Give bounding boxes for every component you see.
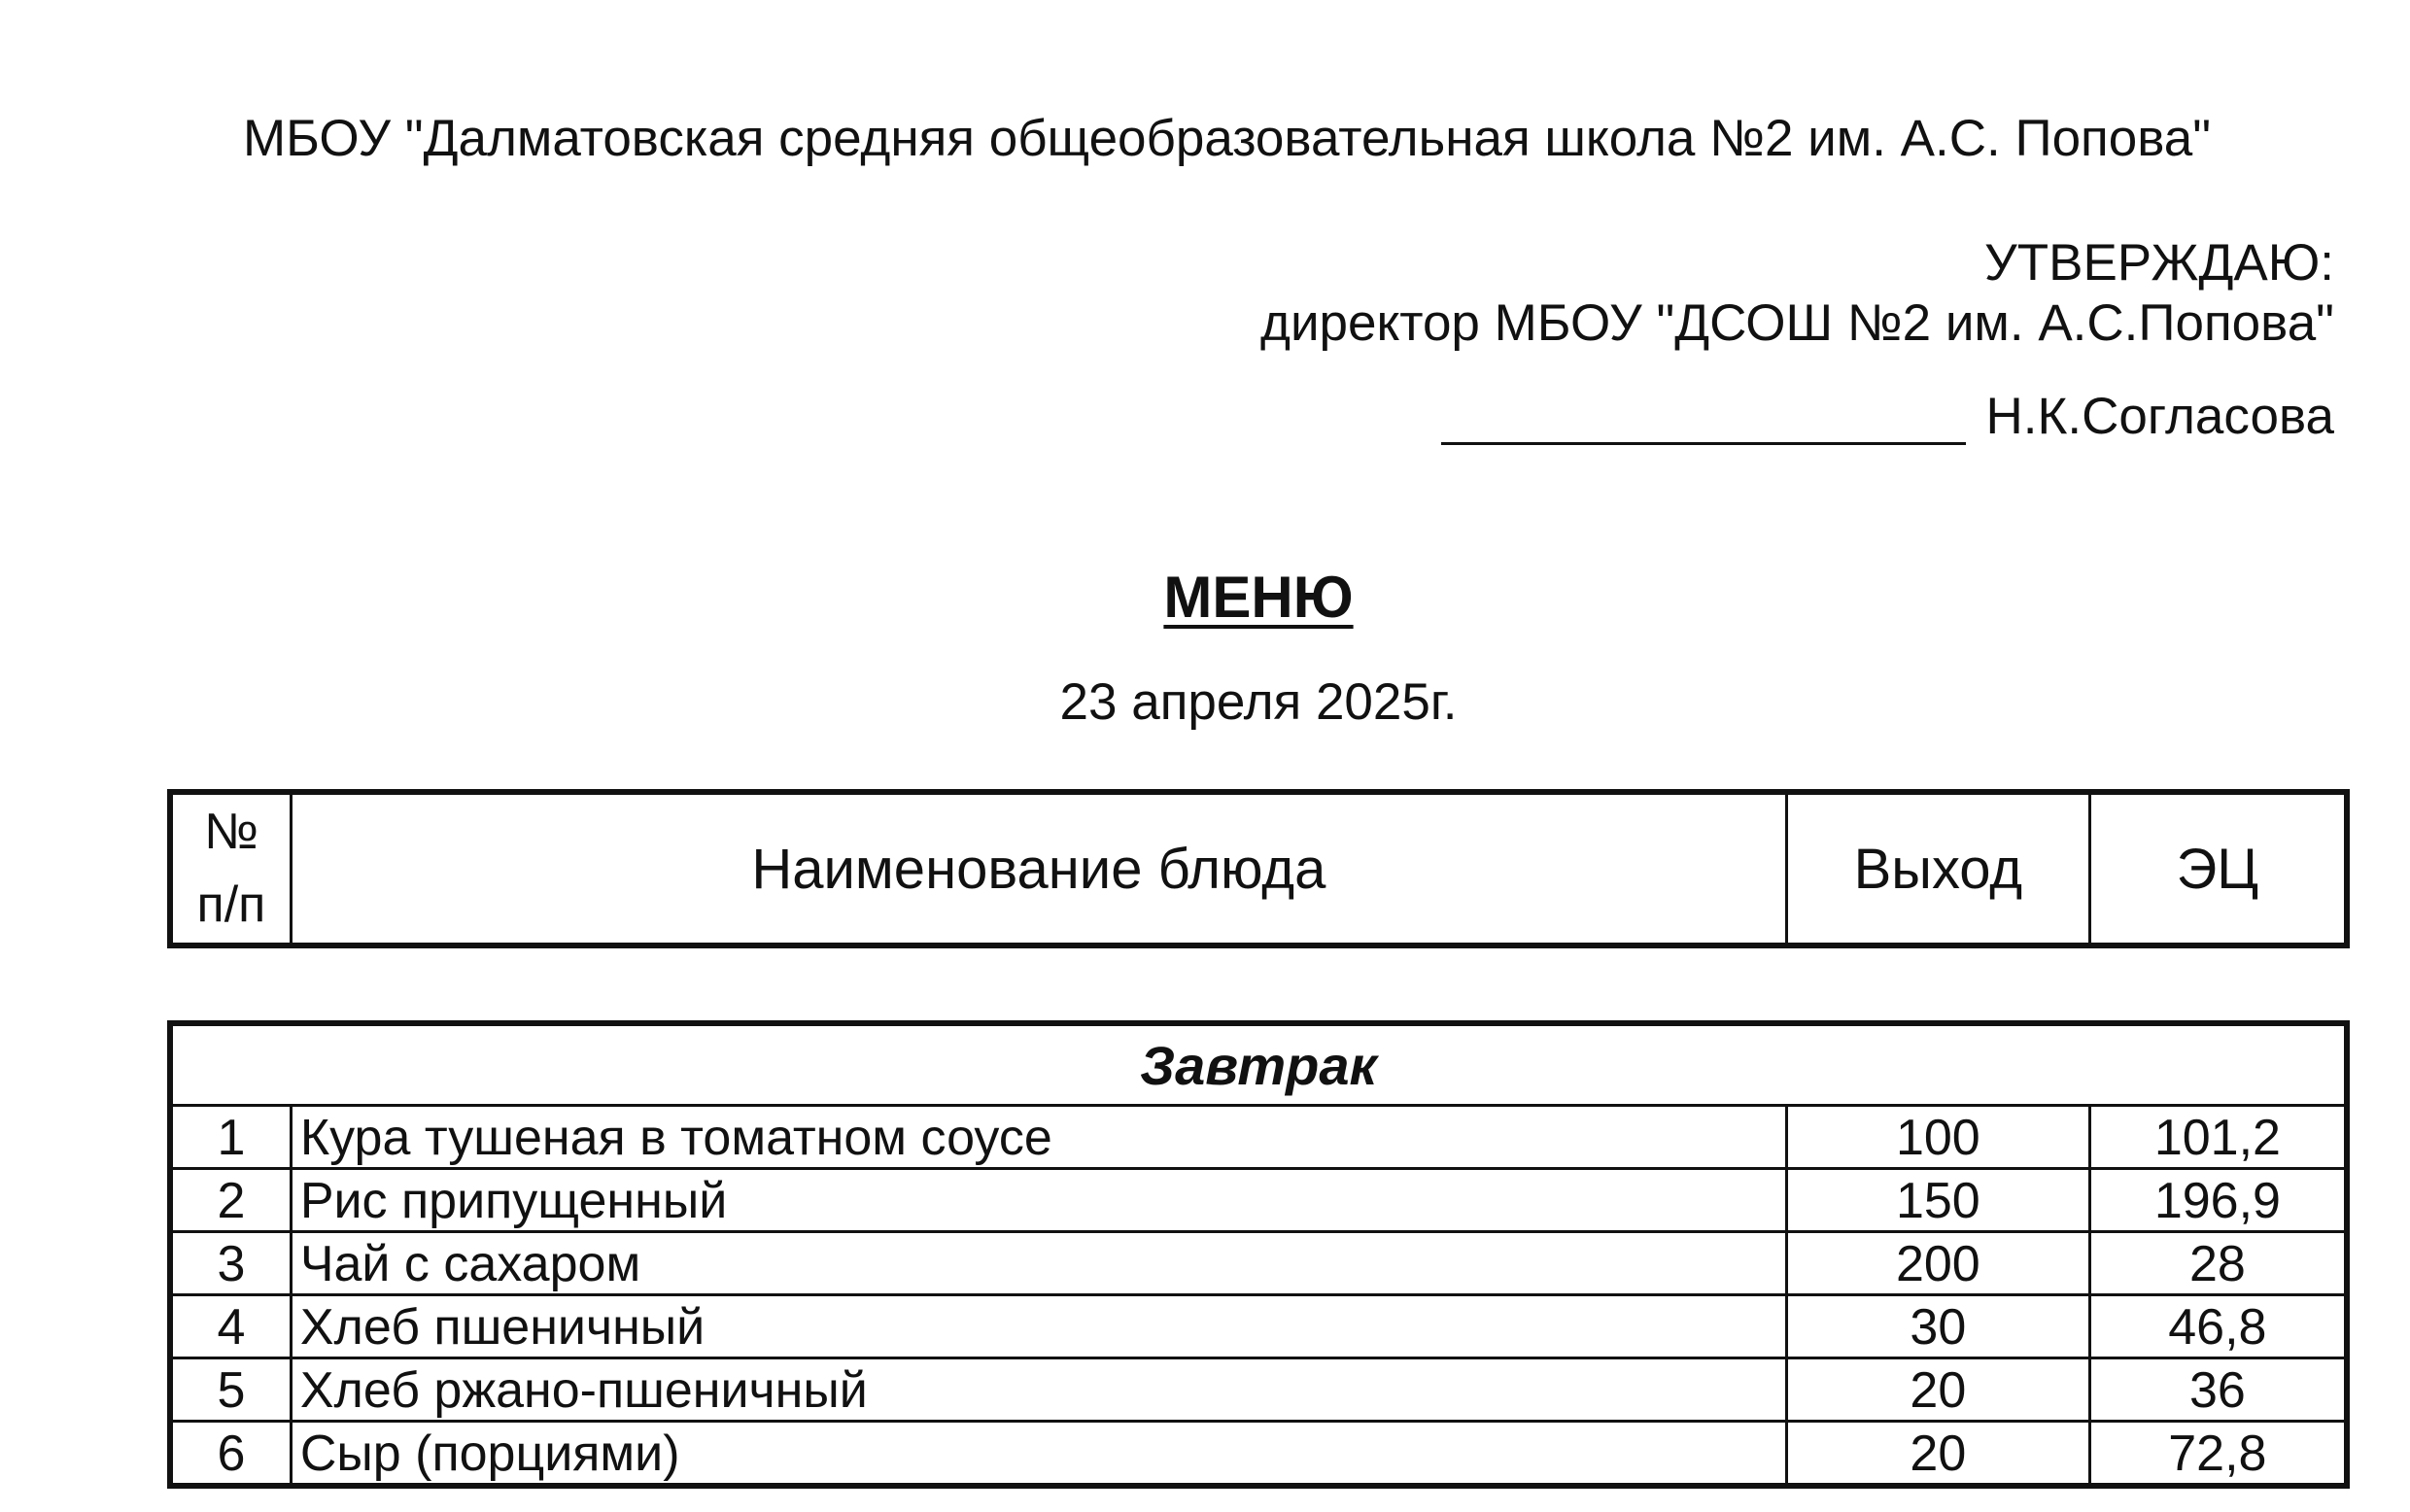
- row-number: 2: [170, 1169, 291, 1232]
- menu-date: 23 апреля 2025г.: [1059, 673, 1458, 731]
- menu-body-table: [167, 1020, 2350, 1489]
- dish-output: 100: [1786, 1106, 2089, 1169]
- row-number: 4: [170, 1295, 291, 1358]
- table-row: [170, 1358, 2347, 1422]
- section-row: [170, 1023, 2347, 1106]
- menu-header-table: [167, 789, 2350, 948]
- dish-name: Сыр (порциями): [291, 1422, 1786, 1487]
- dish-output: 20: [1786, 1422, 2089, 1487]
- dish-output: 150: [1786, 1169, 2089, 1232]
- signature-line: [1441, 442, 1966, 445]
- dish-name: Хлеб ржано-пшеничный: [291, 1358, 1786, 1422]
- dish-ec: 101,2: [2089, 1106, 2347, 1169]
- dish-ec: 46,8: [2089, 1295, 2347, 1358]
- dish-ec: 196,9: [2089, 1169, 2347, 1232]
- column-header-number-line2: п/п: [196, 876, 266, 933]
- dish-name: Кура тушеная в томатном соусе: [291, 1106, 1786, 1169]
- dish-name: Рис припущенный: [291, 1169, 1786, 1232]
- table-row: [170, 1422, 2347, 1487]
- column-header-ec: ЭЦ: [2089, 792, 2347, 945]
- table-row: [170, 1106, 2347, 1169]
- approve-title: УТВЕРЖДАЮ:: [1984, 234, 2334, 292]
- dish-output: 30: [1786, 1295, 2089, 1358]
- signature-name: Н.К.Согласова: [1985, 388, 2334, 445]
- row-number: 1: [170, 1106, 291, 1169]
- column-header-number-line1: №: [204, 803, 258, 860]
- dish-ec: 36: [2089, 1358, 2347, 1422]
- header-row: [170, 792, 2347, 945]
- row-number: 6: [170, 1422, 291, 1487]
- table-row: [170, 1295, 2347, 1358]
- dish-name: Хлеб пшеничный: [291, 1295, 1786, 1358]
- menu-title: МЕНЮ: [1163, 565, 1354, 630]
- dish-output: 200: [1786, 1232, 2089, 1295]
- dish-ec: 28: [2089, 1232, 2347, 1295]
- table-row: [170, 1169, 2347, 1232]
- column-header-output: Выход: [1786, 792, 2089, 945]
- column-header-name: Наименование блюда: [291, 792, 1786, 945]
- table-row: [170, 1232, 2347, 1295]
- approve-role: директор МБОУ "ДСОШ №2 им. А.С.Попова": [1260, 294, 2334, 352]
- dish-ec: 72,8: [2089, 1422, 2347, 1487]
- row-number: 3: [170, 1232, 291, 1295]
- column-header-number: [170, 792, 291, 945]
- dish-output: 20: [1786, 1358, 2089, 1422]
- school-name: МБОУ "Далматовская средняя общеобразовательная школа №2 им. А.С. Попова": [243, 110, 2212, 167]
- section-title: Завтрак: [170, 1023, 2347, 1106]
- row-number: 5: [170, 1358, 291, 1422]
- dish-name: Чай с сахаром: [291, 1232, 1786, 1295]
